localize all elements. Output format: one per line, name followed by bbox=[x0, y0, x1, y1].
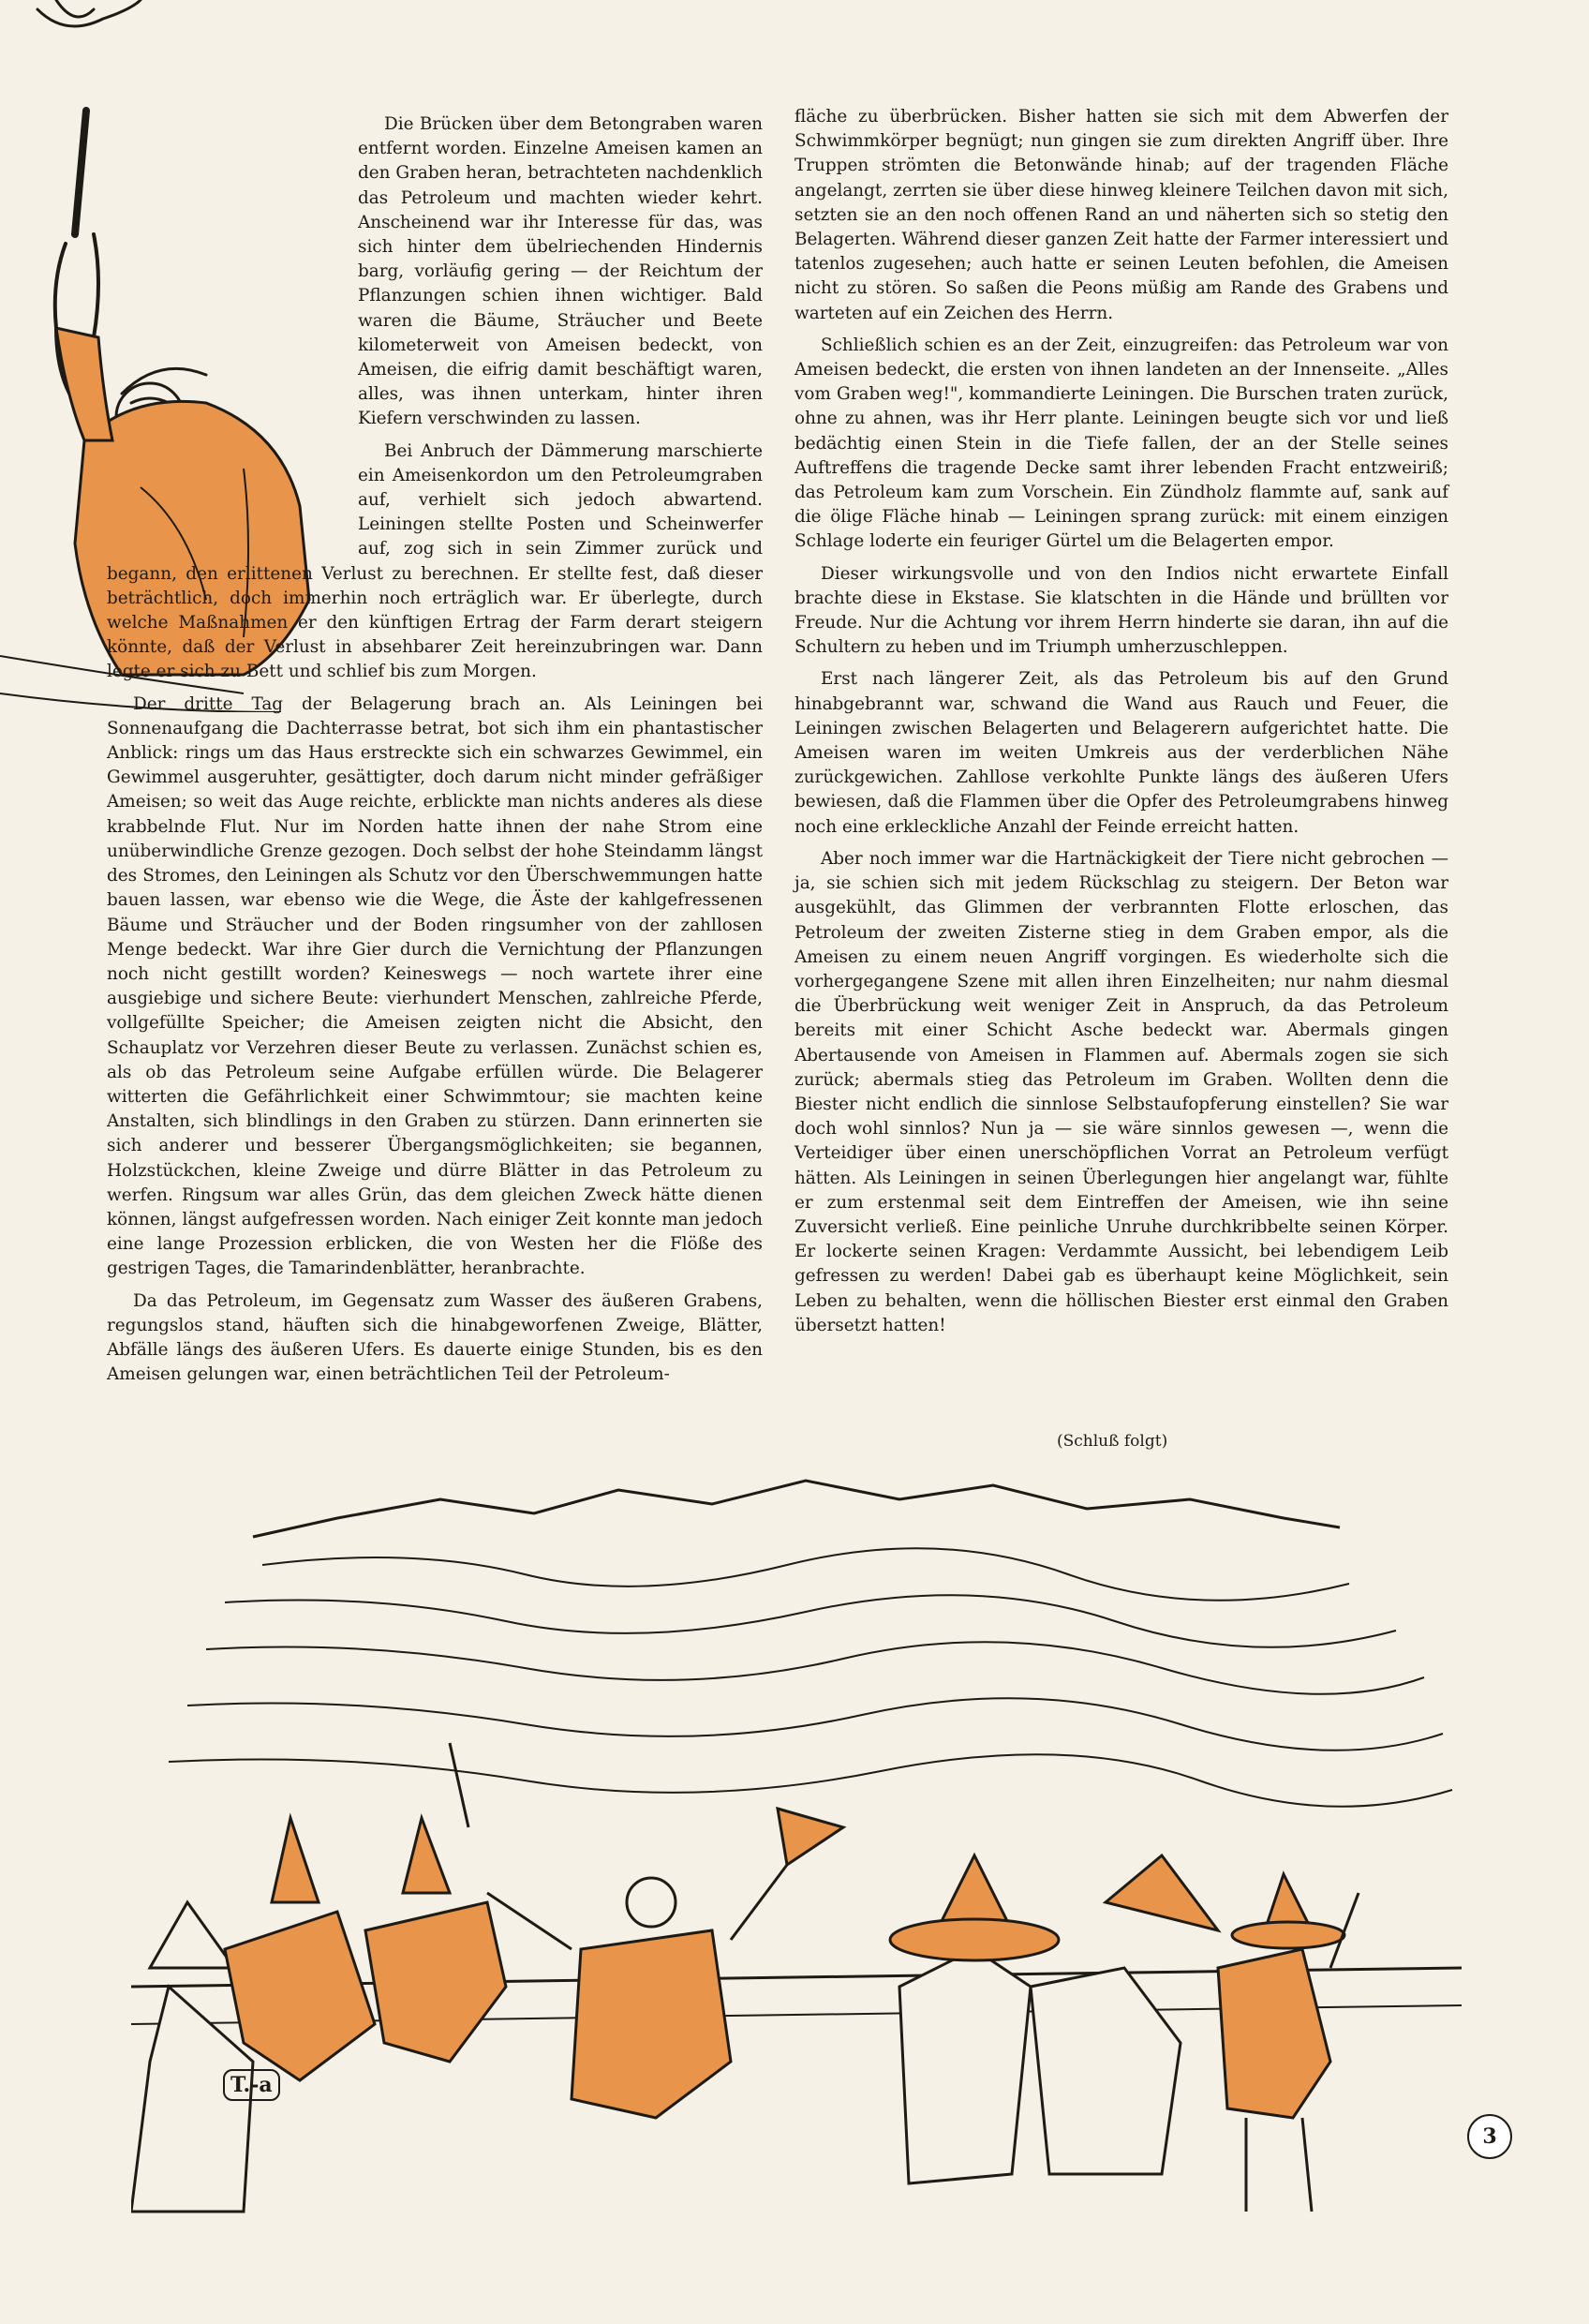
continued-note: (Schluß folgt) bbox=[1057, 1432, 1168, 1451]
paragraph: Schließlich schien es an der Zeit, einzugreifen: das Petroleum war von Ameisen bedeckt, die ersten von ihnen landeten an der Innenseite. „Alles vom Graben weg!", kommandierte Leiningen. Die Burschen traten zurück, ohne zu ahnen, was ihr Herr plante. Leiningen beugte sich vor und ließ bedächtig einen Stein in die Tiefe fallen, der an der Stelle seines Auftreffens die tragende Decke samt ihrer lebenden Fracht entzweiriß; das Petroleum kam zum Vorschein. Ein Zündholz flammte auf, sank auf die ölige Fläche hinab — Leiningen sprang zurück: mit einem einzigen Schlage loderte ein feuriger Gürtel um die Belagerten empor. bbox=[794, 335, 1448, 552]
paragraph: Die Brücken über dem Betongraben waren entfernt worden. Einzelne Ameisen kamen an den Graben heran, betrachteten nachdenklich das Petroleum und machten wieder kehrt. Anscheinend war ihr Interesse für das, was sich hinter dem übelriechenden Hindernis barg, vorläufig gering — der Reichtum der Pflanzungen schien ihnen wichtiger. Bald waren die Bäume, Sträucher und Beete kilometerweit von Ameisen bedeckt, von Ameisen, die eifrig damit beschäftigt waren, alles, was ihnen unterkam, hinter ihren Kiefern verschwinden zu lassen. bbox=[358, 114, 763, 429]
paragraph: Dieser wirkungsvolle und von den Indios nicht erwartete Einfall brachte diese in Ekstase. Sie klatschten in die Hände und brüllten vor Freude. Nur die Achtung vor ihrem Herrn hinderte sie daran, ihn auf die Schultern zu heben und im Triumph umherzuschleppen. bbox=[794, 563, 1448, 658]
article-column-right bbox=[794, 105, 1448, 1338]
paragraph: Bei Anbruch der Dämmerung marschierte ein Ameisenkordon um den Petroleumgraben auf, verhielt sich jedoch abwartend. Leiningen stellte Posten und Scheinwerfer auf, zog sich in sein Zimmer zurück und begann, den erlittenen Verlust zu berechnen. Er stellte fest, daß dieser beträchtlich, doch immerhin noch erträglich war. Er überlegte, durch welche Maßnahmen er den künftigen Ertrag der Farm derart steigern könnte, daß der Verlust in absehbarer Zeit hereinzubringen war. Dann legte er sich zu Bett und schlief bis zum Morgen. bbox=[107, 440, 763, 682]
paragraph: Aber noch immer war die Hartnäckigkeit der Tiere nicht gebrochen — ja, sie schien sich mit jedem Rückschlag zu steigern. Der Beton war ausgekühlt, das Glimmen der verbrannten Flotte erloschen, das Petroleum der zweiten Zisterne stieg in dem Graben empor, als die Ameisen zu einem neuen Angriff vorgingen. Es wiederholte sich die vorhergegangene Szene mit allen ihren Einzelheiten; nur nahm diesmal die Überbrückung weit weniger Zeit in Anspruch, da das Petroleum bereits mit einer Schicht Asche bedeckt war. Abermals gingen Abertausende von Ameisen in Flammen auf. Abermals zogen sie sich zurück; abermals stieg das Petroleum im Graben. Wollten denn die Biester nicht endlich die sinnlose Selbstaufopferung einstellen? Sie war doch wohl sinnlos? Nun ja — sie wäre sinnlos gewesen —, wenn die Verteidiger über einen unerschöpflichen Vorrat an Petroleum verfügt hätten. Als Leiningen in seinen Überlegungen hier angelangt war, fühlte er zum erstenmal seit dem Eintreffen der Ameisen, wie ihn seine Zuversicht verließ. Eine peinliche Unruhe durchkribbelte seinen Körper. Er lockerte seinen Kragen: Verdammte Aussicht, bei lebendigem Leib gefressen zu werden! Dabei gab es überhaupt keine Möglichkeit, sein Leben zu behalten, wenn die höllischen Biester erst einmal den Graben übersetzt hatten! bbox=[794, 848, 1448, 1335]
paragraph: Erst nach längerer Zeit, als das Petroleum bis auf den Grund hinabgebrannt war, schwand die Wand aus Rauch und Feuer, die Leiningen zwischen Belagerten und Belagerern aufgerichtet hatte. Die Ameisen waren im weiten Umkreis aus der verderblichen Nähe zurückgewichen. Zahllose verkohlte Punkte längs des äußeren Ufers bewiesen, daß die Flammen über die Opfer des Petroleumgrabens hinweg noch eine erkleckliche Anzahl der Feinde erreicht hatten. bbox=[794, 669, 1448, 837]
paragraph: fläche zu überbrücken. Bisher hatten sie sich mit dem Abwerfen der Schwimmkörper begnügt; nun gingen sie zum direkten Angriff über. Ihre Truppen strömten die Betonwände hinab; auf der tragenden Fläche angelangt, zerrten sie über diese hinweg kleinere Teilchen davon mit sich, setzten sie an den noch offenen Rand an und näherten sich so stetig den Belagerten. Während dieser ganzen Zeit hatte der Farmer interessiert und tatenlos zugesehen; auch hatte er seinen Leuten befohlen, die Ameisen nicht zu stören. So saßen die Peons müßig am Rande des Grabens und warteten auf ein Zeichen des Herrn. bbox=[794, 107, 1448, 323]
page-number: 3 bbox=[1467, 2114, 1512, 2159]
article-column-left bbox=[107, 112, 763, 1387]
celebration-illustration bbox=[131, 1462, 1462, 2305]
paragraph: Der dritte Tag der Belagerung brach an. Als Leiningen bei Sonnenaufgang die Dachterrasse betrat, bot sich ihm ein phantastischer Anblick: rings um das Haus erstreckte sich ein schwarzes Gewimmel, ein Gewimmel ausgeruhter, gesättigter, doch darum nicht minder gefräßiger Ameisen; so weit das Auge reichte, erblickte man nichts anderes als diese krabbelnde Flut. Nur im Norden hatte ihnen der nahe Strom eine unüberwindliche Grenze gezogen. Doch selbst der hohe Steindamm längst des Stromes, den Leiningen als Schutz vor den Überschwemmungen hatte bauen lassen, war ebenso wie die Wege, die Äste der kahlgefressenen Bäume und Sträucher und der Boden ringsumher von der zahllosen Menge bedeckt. War ihre Gier durch die Vernichtung der Pflanzungen noch nicht gestillt worden? Keineswegs — noch wartete ihrer eine ausgiebige und sichere Beute: vierhundert Menschen, zahlreiche Pferde, vollgefüllte Speicher; die Ameisen zeigten nicht die Absicht, den Schauplatz vor Verzehren dieser Beute zu verlassen. Zunächst schien es, als ob das Petroleum seine Aufgabe erfüllen würde. Die Belagerer witterten die Gefährlichkeit einer Schwimmtour; sie machten keine Anstalten, sich blindlings in den Graben zu stürzen. Dann erinnerten sie sich anderer und besserer Übergangsmöglichkeiten; sie begannen, Holzstückchen, kleine Zweige und dürre Blätter in das Petroleum zu werfen. Ringsum war alles Grün, das dem gleichen Zweck hätte dienen können, längst aufgefressen worden. Nach einiger Zeit konnte man jedoch eine lange Prozession erblicken, die von Westen her die Flöße des gestrigen Tages, die Tamarindenblätter, heranbrachte. bbox=[107, 693, 763, 1279]
artist-signature: T.-a bbox=[223, 2069, 280, 2101]
paragraph: Da das Petroleum, im Gegensatz zum Wasser des äußeren Grabens, regungslos stand, häuften sich die hinabgeworfenen Zweige, Blätter, Abfälle längs des äußeren Ufers. Es dauerte einige Stunden, bis es den Ameisen gelungen war, einen beträchtlichen Teil der Petroleum- bbox=[107, 1290, 763, 1385]
